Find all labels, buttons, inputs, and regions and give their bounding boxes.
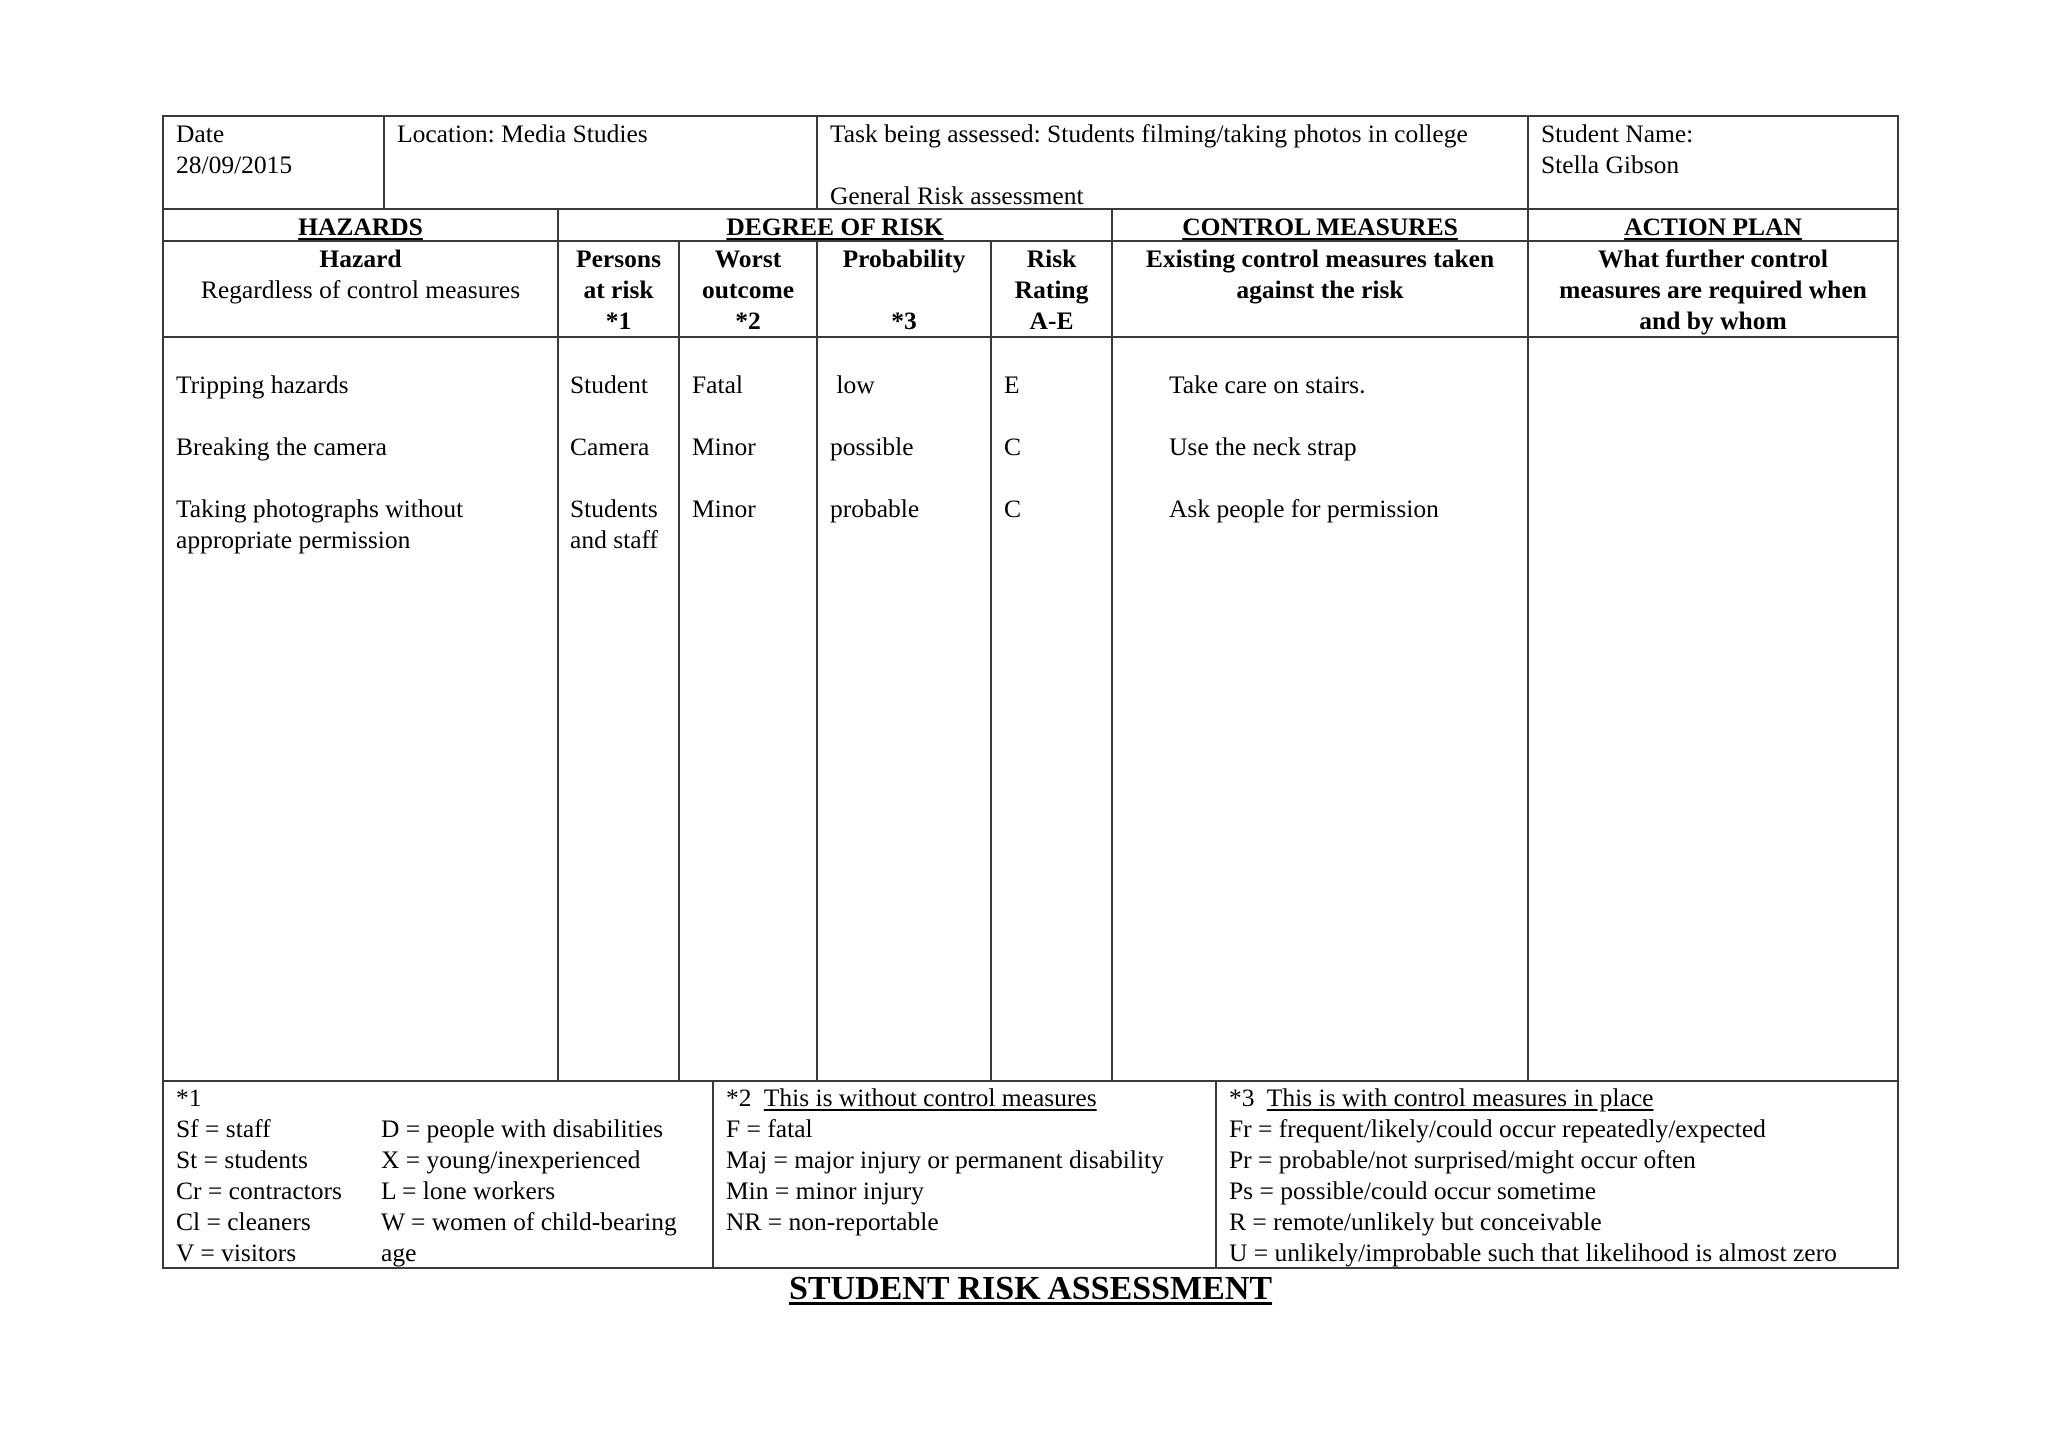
legend-item: U = unlikely/improbable such that likelihood is almost zero <box>1229 1238 1837 1267</box>
col-rating-line3: A-E <box>1029 306 1074 335</box>
col-existing-line1: Existing control measures taken <box>1145 244 1495 273</box>
row-control-measure: Take care on stairs. <box>1169 370 1366 399</box>
legend-heading: This is without control measures <box>763 1083 1097 1112</box>
task-label: Task being assessed: Students filming/taking photos in college <box>830 119 1468 148</box>
grid-line <box>678 240 680 1082</box>
legend-item: Pr = probable/not surprised/might occur often <box>1229 1145 1696 1174</box>
legend-item: Cl = cleaners <box>176 1207 311 1236</box>
row-control-measure: Use the neck strap <box>1169 432 1357 461</box>
grid-line <box>1215 1080 1217 1269</box>
legend-title: *1 <box>176 1083 202 1112</box>
col-worst-line1: Worst <box>714 244 782 273</box>
grid-line <box>557 208 559 1082</box>
col-rating-line1: Risk <box>1026 244 1077 273</box>
row-control-measure: Ask people for permission <box>1169 494 1439 523</box>
row-hazard-cont: appropriate permission <box>176 525 411 554</box>
col-hazard-subtitle: Regardless of control measures <box>200 275 521 304</box>
location-label: Location: Media Studies <box>397 119 648 148</box>
legend-prefix: *3 <box>1229 1083 1267 1112</box>
row-worst-outcome: Minor <box>692 494 756 523</box>
legend-title <box>1229 1082 1653 1113</box>
col-hazard-title: Hazard <box>319 244 402 273</box>
row-risk-rating: E <box>1004 370 1020 399</box>
row-risk-rating: C <box>1004 494 1022 523</box>
legend-title <box>726 1082 1097 1113</box>
col-probability-line2: *3 <box>891 306 917 335</box>
row-risk-rating: C <box>1004 432 1022 461</box>
row-persons: Camera <box>570 432 650 461</box>
student-name-value: Stella Gibson <box>1541 150 1680 179</box>
col-persons-line2: at risk <box>583 275 654 304</box>
grid-line <box>990 240 992 1082</box>
date-value: 28/09/2015 <box>176 150 293 179</box>
date-label: Date <box>176 119 225 148</box>
legend-item: Maj = major injury or permanent disability <box>726 1145 1164 1174</box>
col-rating-line2: Rating <box>1014 275 1089 304</box>
col-persons-line3: *1 <box>605 306 632 335</box>
row-probability: probable <box>830 494 920 523</box>
legend-item: Ps = possible/could occur sometime <box>1229 1176 1597 1205</box>
legend-heading: This is with control measures in place <box>1266 1083 1654 1112</box>
legend-item: Min = minor injury <box>726 1176 924 1205</box>
legend-item: R = remote/unlikely but conceivable <box>1229 1207 1602 1236</box>
col-further-line3: and by whom <box>1639 306 1787 335</box>
grid-line <box>162 336 1899 338</box>
grid-line <box>162 115 1899 117</box>
section-hazards: HAZARDS <box>298 212 423 241</box>
legend-item: X = young/inexperienced <box>381 1145 641 1174</box>
col-further-line1: What further control <box>1598 244 1828 273</box>
legend-item: age <box>381 1238 417 1267</box>
col-persons-line1: Persons <box>576 244 661 273</box>
grid-line <box>816 115 818 210</box>
row-probability: low <box>830 370 875 399</box>
section-control-measures: CONTROL MEASURES <box>1182 212 1458 241</box>
legend-item: NR = non-reportable <box>726 1207 939 1236</box>
page-title: STUDENT RISK ASSESSMENT <box>788 1270 1273 1307</box>
col-worst-line2: outcome <box>701 275 795 304</box>
row-hazard: Tripping hazards <box>176 370 349 399</box>
row-worst-outcome: Fatal <box>692 370 743 399</box>
legend-item: D = people with disabilities <box>381 1114 664 1143</box>
row-persons: Student <box>570 370 648 399</box>
row-probability: possible <box>830 432 914 461</box>
row-worst-outcome: Minor <box>692 432 756 461</box>
grid-line <box>1111 208 1113 1082</box>
section-action-plan: ACTION PLAN <box>1624 212 1802 241</box>
row-hazard: Breaking the camera <box>176 432 387 461</box>
legend-item: St = students <box>176 1145 308 1174</box>
legend-item: Cr = contractors <box>176 1176 342 1205</box>
col-further-line2: measures are required when <box>1559 275 1867 304</box>
task-subtitle: General Risk assessment <box>830 181 1084 210</box>
legend-item: Sf = staff <box>176 1114 271 1143</box>
legend-item: W = women of child-bearing <box>381 1207 677 1236</box>
col-probability-line1: Probability <box>842 244 966 273</box>
legend-item: Fr = frequent/likely/could occur repeatedly/expected <box>1229 1114 1766 1143</box>
legend-item: L = lone workers <box>381 1176 556 1205</box>
student-name-label: Student Name: <box>1541 119 1694 148</box>
col-existing-line2: against the risk <box>1236 275 1404 304</box>
grid-line <box>816 240 818 1082</box>
grid-line <box>712 1080 714 1269</box>
row-hazard: Taking photographs without <box>176 494 464 523</box>
row-persons-cont: and staff <box>570 525 659 554</box>
legend-item: F = fatal <box>726 1114 813 1143</box>
col-worst-line3: *2 <box>735 306 761 335</box>
legend-item: V = visitors <box>176 1238 297 1267</box>
section-degree-of-risk: DEGREE OF RISK <box>726 212 944 241</box>
row-persons: Students <box>570 494 658 523</box>
legend-prefix: *2 <box>726 1083 764 1112</box>
grid-line <box>383 115 385 210</box>
